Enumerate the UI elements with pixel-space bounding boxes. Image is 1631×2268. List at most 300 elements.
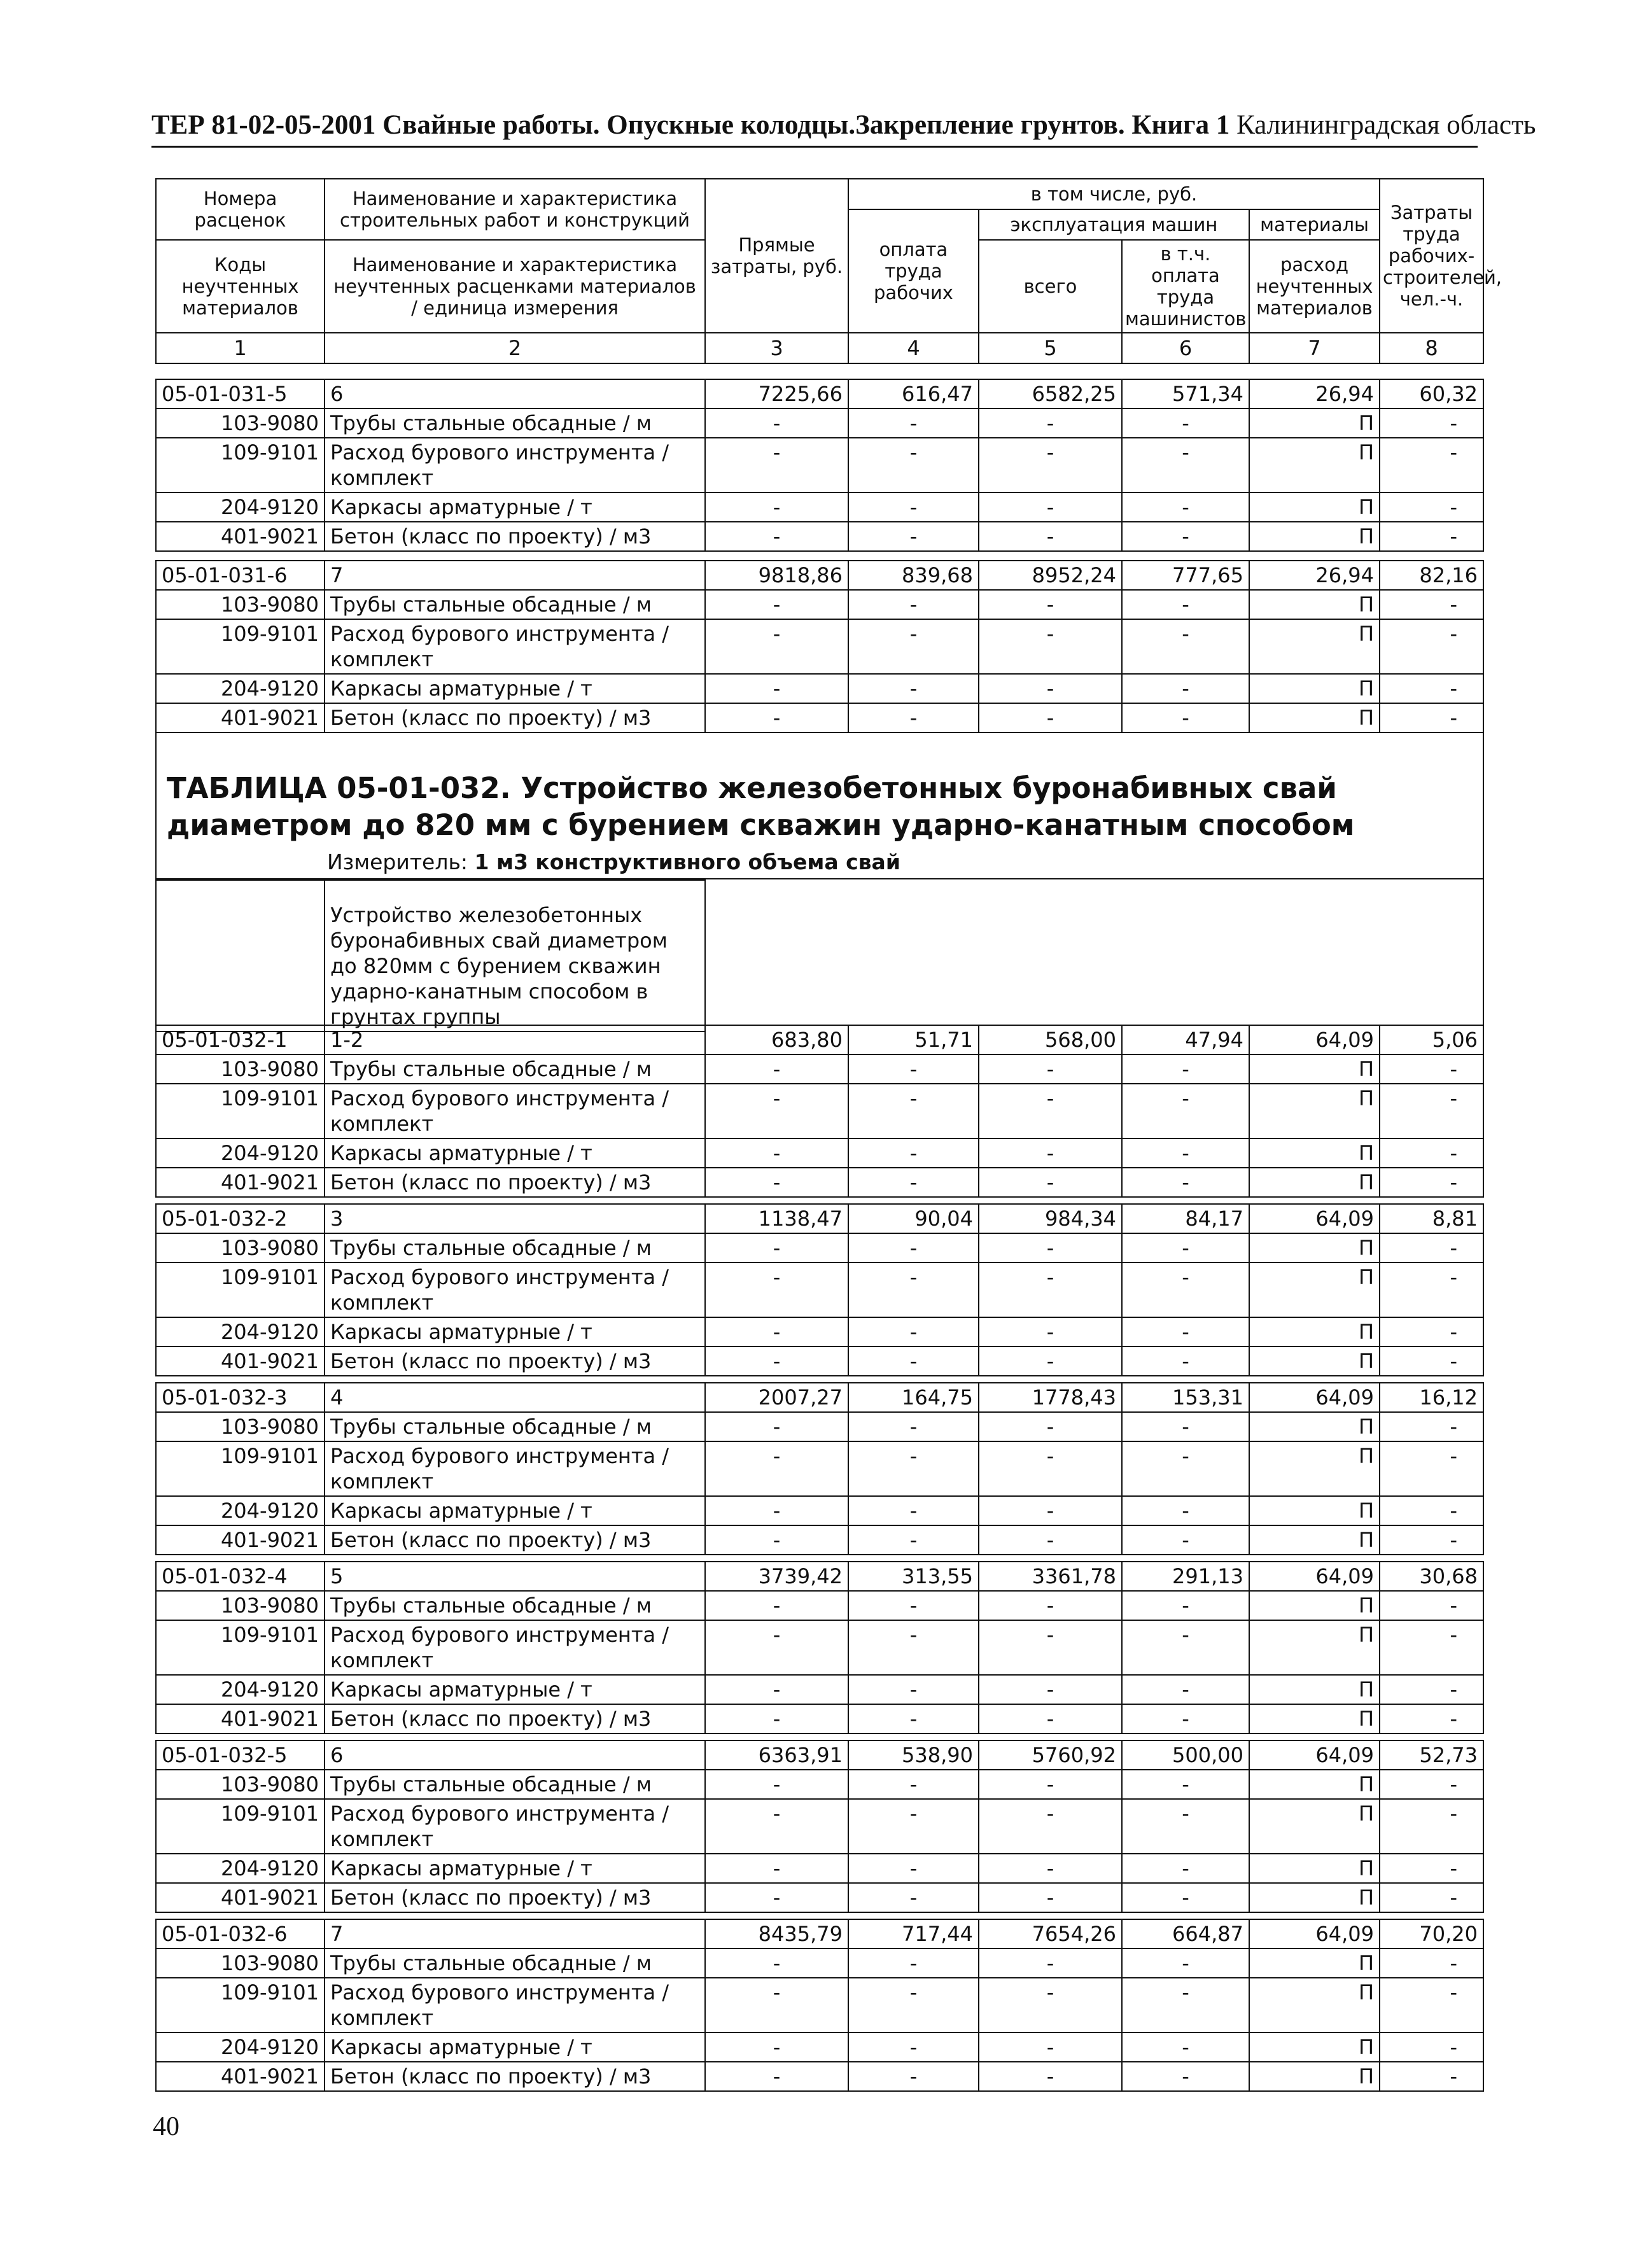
material-code: 109-9101: [156, 1799, 325, 1854]
dash-cell: -: [1380, 1883, 1483, 1912]
unaccounted-mark: П: [1249, 1525, 1380, 1555]
rate-code: 05-01-032-1: [156, 1025, 325, 1054]
dash-cell: -: [705, 1347, 848, 1376]
dash-cell: -: [848, 1317, 979, 1347]
dash-cell: -: [1122, 1168, 1249, 1197]
material-code: 401-9021: [156, 522, 325, 551]
material-code: 401-9021: [156, 1525, 325, 1555]
machine-total-value: 1778,43: [979, 1383, 1122, 1412]
dash-cell: -: [848, 1412, 979, 1441]
dash-cell: -: [979, 1620, 1122, 1675]
dash-cell: -: [705, 2062, 848, 2091]
page-header: [151, 109, 1536, 148]
dash-cell: -: [848, 1263, 979, 1317]
rate-group-table: [155, 1561, 1484, 1734]
rate-row: [156, 1919, 1483, 1949]
col-num: 8: [1380, 333, 1483, 363]
dash-cell: -: [1122, 409, 1249, 438]
material-name: Трубы стальные обсадные / м: [325, 1591, 705, 1620]
machinist-pay-value: 664,87: [1122, 1919, 1249, 1949]
dash-cell: -: [979, 1949, 1122, 1978]
labor-value: 60,32: [1380, 379, 1483, 409]
material-name: Расход бурового инструмента / комплект: [325, 1620, 705, 1675]
dash-cell: -: [1122, 1978, 1249, 2033]
col-num: 1: [156, 333, 325, 363]
dash-cell: -: [848, 438, 979, 493]
rate-row: [156, 1740, 1483, 1770]
material-row: [156, 1854, 1483, 1883]
dash-cell: -: [979, 619, 1122, 674]
material-row: [156, 1168, 1483, 1197]
materials-value: 64,09: [1249, 1740, 1380, 1770]
dash-cell: -: [1122, 1620, 1249, 1675]
worker-pay-value: 616,47: [848, 379, 979, 409]
rate-name: 7: [325, 1919, 705, 1949]
material-code: 103-9080: [156, 1054, 325, 1084]
rate-group-table: [155, 1740, 1484, 1913]
material-row: [156, 438, 1483, 493]
material-name: Трубы стальные обсадные / м: [325, 1054, 705, 1084]
rate-code: 05-01-032-4: [156, 1562, 325, 1591]
dash-cell: -: [1122, 590, 1249, 619]
rate-name: 4: [325, 1383, 705, 1412]
material-row: [156, 1770, 1483, 1799]
dash-cell: -: [1380, 1263, 1483, 1317]
dash-cell: -: [848, 619, 979, 674]
material-row: [156, 1441, 1483, 1496]
dash-cell: -: [979, 1525, 1122, 1555]
dash-cell: -: [1380, 522, 1483, 551]
dash-cell: -: [848, 493, 979, 522]
materials-value: 64,09: [1249, 1919, 1380, 1949]
worker-pay-value: 717,44: [848, 1919, 979, 1949]
material-row: [156, 1496, 1483, 1525]
material-name: Бетон (класс по проекту) / м3: [325, 1525, 705, 1555]
dash-cell: -: [1122, 1233, 1249, 1263]
direct-costs-value: 683,80: [705, 1025, 848, 1054]
unaccounted-mark: П: [1249, 1854, 1380, 1883]
unaccounted-mark: П: [1249, 1084, 1380, 1138]
dash-cell: -: [848, 1799, 979, 1854]
dash-cell: -: [1122, 619, 1249, 674]
dash-cell: -: [705, 1233, 848, 1263]
labor-value: 70,20: [1380, 1919, 1483, 1949]
material-code: 204-9120: [156, 1317, 325, 1347]
direct-costs-value: 2007,27: [705, 1383, 848, 1412]
dash-cell: -: [1122, 2033, 1249, 2062]
dash-cell: -: [1380, 438, 1483, 493]
worker-pay-value: 538,90: [848, 1740, 979, 1770]
dash-cell: -: [705, 619, 848, 674]
material-row: [156, 703, 1483, 732]
dash-cell: -: [979, 1317, 1122, 1347]
col-num: 7: [1249, 333, 1380, 363]
dash-cell: -: [1380, 1496, 1483, 1525]
material-name: Расход бурового инструмента / комплект: [325, 619, 705, 674]
dash-cell: -: [848, 1949, 979, 1978]
dash-cell: -: [848, 1770, 979, 1799]
dash-cell: -: [705, 1591, 848, 1620]
dash-cell: -: [705, 522, 848, 551]
dash-cell: -: [979, 1412, 1122, 1441]
material-code: 204-9120: [156, 1854, 325, 1883]
intro-empty: [979, 880, 1122, 1032]
rate-row: [156, 561, 1483, 590]
dash-cell: -: [1380, 1525, 1483, 1555]
material-row: [156, 1675, 1483, 1704]
material-row: [156, 1591, 1483, 1620]
dash-cell: -: [848, 1675, 979, 1704]
machine-total-value: 7654,26: [979, 1919, 1122, 1949]
dash-cell: -: [1380, 1949, 1483, 1978]
machine-total-value: 3361,78: [979, 1562, 1122, 1591]
material-row: [156, 1084, 1483, 1138]
material-row: [156, 1263, 1483, 1317]
rate-group-table: [155, 379, 1484, 552]
col-num: 2: [325, 333, 705, 363]
material-code: 109-9101: [156, 1084, 325, 1138]
dash-cell: -: [979, 1441, 1122, 1496]
dash-cell: -: [979, 2033, 1122, 2062]
unaccounted-mark: П: [1249, 2062, 1380, 2091]
material-code: 103-9080: [156, 1412, 325, 1441]
materials-value: 64,09: [1249, 1204, 1380, 1233]
dash-cell: -: [1380, 619, 1483, 674]
material-code: 103-9080: [156, 1770, 325, 1799]
worker-pay-value: 90,04: [848, 1204, 979, 1233]
material-code: 103-9080: [156, 1949, 325, 1978]
material-name: Бетон (класс по проекту) / м3: [325, 703, 705, 732]
material-row: [156, 590, 1483, 619]
rate-code: 05-01-031-5: [156, 379, 325, 409]
material-code: 401-9021: [156, 1347, 325, 1376]
col-work-name: Наименование и характеристика строительных работ и конструкций: [325, 179, 705, 240]
column-header-table: [155, 178, 1502, 364]
dash-cell: -: [1122, 1054, 1249, 1084]
dash-cell: -: [979, 1799, 1122, 1854]
intro-table: [155, 879, 1484, 1032]
col-unaccounted-name: Наименование и характеристика неучтенных расценками материалов / единица измерения: [325, 240, 705, 333]
dash-cell: -: [979, 674, 1122, 703]
material-row: [156, 674, 1483, 703]
material-name: Каркасы арматурные / т: [325, 674, 705, 703]
unaccounted-mark: П: [1249, 522, 1380, 551]
dash-cell: -: [705, 1704, 848, 1733]
rate-code: 05-01-031-6: [156, 561, 325, 590]
dash-cell: -: [979, 1675, 1122, 1704]
material-row: [156, 522, 1483, 551]
dash-cell: -: [848, 590, 979, 619]
materials-value: 26,94: [1249, 379, 1380, 409]
material-row: [156, 1347, 1483, 1376]
col-labor-costs: Затраты труда рабочих-строителей, чел.-ч.: [1380, 179, 1483, 333]
unaccounted-mark: П: [1249, 1496, 1380, 1525]
material-name: Бетон (класс по проекту) / м3: [325, 522, 705, 551]
unaccounted-mark: П: [1249, 619, 1380, 674]
dash-cell: -: [1380, 1770, 1483, 1799]
col-including: в том числе, руб.: [848, 179, 1380, 209]
rate-name: 1-2: [325, 1025, 705, 1054]
dash-cell: -: [705, 1620, 848, 1675]
dash-cell: -: [979, 1704, 1122, 1733]
dash-cell: -: [1380, 1347, 1483, 1376]
dash-cell: -: [979, 522, 1122, 551]
dash-cell: -: [979, 493, 1122, 522]
measurer-value: 1 м3 конструктивного объема свай: [474, 850, 900, 874]
direct-costs-value: 1138,47: [705, 1204, 848, 1233]
labor-value: 16,12: [1380, 1383, 1483, 1412]
material-code: 204-9120: [156, 2033, 325, 2062]
unaccounted-mark: П: [1249, 1675, 1380, 1704]
material-row: [156, 1799, 1483, 1854]
rate-row: [156, 1562, 1483, 1591]
table-title: ТАБЛИЦА 05-01-032. Устройство железобетонных буронабивных свай диаметром до 820 мм с бурением скважин ударно-канатным способом: [167, 771, 1355, 842]
col-materials: материалы: [1249, 209, 1380, 240]
material-name: Бетон (класс по проекту) / м3: [325, 2062, 705, 2091]
dash-cell: -: [979, 1496, 1122, 1525]
material-name: Бетон (класс по проекту) / м3: [325, 1883, 705, 1912]
worker-pay-value: 51,71: [848, 1025, 979, 1054]
labor-value: 5,06: [1380, 1025, 1483, 1054]
unaccounted-mark: П: [1249, 1799, 1380, 1854]
dash-cell: -: [979, 438, 1122, 493]
material-name: Каркасы арматурные / т: [325, 493, 705, 522]
dash-cell: -: [1380, 493, 1483, 522]
intro-empty: [1380, 880, 1483, 1032]
material-name: Трубы стальные обсадные / м: [325, 1949, 705, 1978]
dash-cell: -: [848, 1138, 979, 1168]
direct-costs-value: 6363,91: [705, 1740, 848, 1770]
material-code: 109-9101: [156, 438, 325, 493]
dash-cell: -: [1122, 1770, 1249, 1799]
unaccounted-mark: П: [1249, 590, 1380, 619]
material-code: 109-9101: [156, 1441, 325, 1496]
dash-cell: -: [1380, 1620, 1483, 1675]
rate-code: 05-01-032-3: [156, 1383, 325, 1412]
dash-cell: -: [1122, 674, 1249, 703]
dash-cell: -: [1122, 1854, 1249, 1883]
dash-cell: -: [1380, 1412, 1483, 1441]
dash-cell: -: [705, 1799, 848, 1854]
dash-cell: -: [705, 674, 848, 703]
unaccounted-mark: П: [1249, 1704, 1380, 1733]
dash-cell: -: [1380, 590, 1483, 619]
dash-cell: -: [705, 590, 848, 619]
intro-empty: [1249, 880, 1380, 1032]
dash-cell: -: [979, 1263, 1122, 1317]
materials-value: 64,09: [1249, 1383, 1380, 1412]
material-row: [156, 1054, 1483, 1084]
rate-group-table: [155, 1382, 1484, 1555]
dash-cell: -: [979, 2062, 1122, 2091]
rate-group-table: [155, 1025, 1484, 1198]
labor-value: 82,16: [1380, 561, 1483, 590]
dash-cell: -: [1122, 438, 1249, 493]
machinist-pay-value: 47,94: [1122, 1025, 1249, 1054]
dash-cell: -: [1380, 1591, 1483, 1620]
dash-cell: -: [1122, 522, 1249, 551]
dash-cell: -: [1122, 2062, 1249, 2091]
intro-description: Устройство железобетонных буронабивных свай диаметром до 820мм с бурением скважин ударно-канатным способом в грунтах группы: [325, 880, 705, 1032]
unaccounted-mark: П: [1249, 1233, 1380, 1263]
dash-cell: -: [1122, 1704, 1249, 1733]
material-row: [156, 2062, 1483, 2091]
material-name: Каркасы арматурные / т: [325, 1317, 705, 1347]
material-name: Расход бурового инструмента / комплект: [325, 1084, 705, 1138]
rate-name: 6: [325, 1740, 705, 1770]
material-name: Каркасы арматурные / т: [325, 2033, 705, 2062]
dash-cell: -: [1122, 1317, 1249, 1347]
material-name: Трубы стальные обсадные / м: [325, 409, 705, 438]
dash-cell: -: [1122, 1347, 1249, 1376]
material-code: 204-9120: [156, 1138, 325, 1168]
unaccounted-mark: П: [1249, 1883, 1380, 1912]
material-name: Бетон (класс по проекту) / м3: [325, 1704, 705, 1733]
material-code: 401-9021: [156, 703, 325, 732]
material-row: [156, 1412, 1483, 1441]
dash-cell: -: [1380, 1168, 1483, 1197]
dash-cell: -: [848, 674, 979, 703]
material-name: Каркасы арматурные / т: [325, 1138, 705, 1168]
dash-cell: -: [979, 1978, 1122, 2033]
material-row: [156, 1978, 1483, 2033]
machinist-pay-value: 84,17: [1122, 1204, 1249, 1233]
dash-cell: -: [848, 2033, 979, 2062]
dash-cell: -: [979, 1168, 1122, 1197]
dash-cell: -: [1122, 1496, 1249, 1525]
direct-costs-value: 7225,66: [705, 379, 848, 409]
dash-cell: -: [848, 1883, 979, 1912]
unaccounted-mark: П: [1249, 493, 1380, 522]
rate-code: 05-01-032-2: [156, 1204, 325, 1233]
dash-cell: -: [1380, 2062, 1483, 2091]
material-code: 109-9101: [156, 619, 325, 674]
col-num: 6: [1122, 333, 1249, 363]
dash-cell: -: [1380, 1054, 1483, 1084]
material-name: Каркасы арматурные / т: [325, 1854, 705, 1883]
dash-cell: -: [705, 1138, 848, 1168]
material-code: 109-9101: [156, 1263, 325, 1317]
unaccounted-mark: П: [1249, 674, 1380, 703]
intro-code-cell: [156, 880, 325, 1032]
material-name: Расход бурового инструмента / комплект: [325, 1978, 705, 2033]
machinist-pay-value: 571,34: [1122, 379, 1249, 409]
dash-cell: -: [848, 1233, 979, 1263]
material-code: 401-9021: [156, 1883, 325, 1912]
dash-cell: -: [1122, 1799, 1249, 1854]
material-code: 401-9021: [156, 2062, 325, 2091]
material-row: [156, 1620, 1483, 1675]
unaccounted-mark: П: [1249, 409, 1380, 438]
dash-cell: -: [705, 1883, 848, 1912]
material-row: [156, 409, 1483, 438]
page-number: 40: [153, 2112, 179, 2141]
region-label: Калининградская область: [1236, 110, 1536, 140]
rate-group-table: [155, 560, 1484, 733]
dash-cell: -: [1380, 1317, 1483, 1347]
dash-cell: -: [1122, 1949, 1249, 1978]
dash-cell: -: [1122, 1591, 1249, 1620]
dash-cell: -: [979, 590, 1122, 619]
dash-cell: -: [705, 1054, 848, 1084]
dash-cell: -: [705, 1978, 848, 2033]
dash-cell: -: [848, 1525, 979, 1555]
material-row: [156, 493, 1483, 522]
dash-cell: -: [979, 1770, 1122, 1799]
material-row: [156, 1949, 1483, 1978]
dash-cell: -: [705, 1084, 848, 1138]
rate-name: 6: [325, 379, 705, 409]
machinist-pay-value: 291,13: [1122, 1562, 1249, 1591]
material-code: 109-9101: [156, 1978, 325, 2033]
machine-total-value: 5760,92: [979, 1740, 1122, 1770]
machinist-pay-value: 500,00: [1122, 1740, 1249, 1770]
material-code: 103-9080: [156, 1233, 325, 1263]
dash-cell: -: [1380, 1978, 1483, 2033]
material-name: Расход бурового инструмента / комплект: [325, 1441, 705, 1496]
material-name: Бетон (класс по проекту) / м3: [325, 1347, 705, 1376]
document-title: ТЕР 81-02-05-2001 Свайные работы. Опускные колодцы.Закрепление грунтов. Книга 1: [151, 110, 1230, 140]
dash-cell: -: [979, 1054, 1122, 1084]
rate-name: 5: [325, 1562, 705, 1591]
dash-cell: -: [1380, 1704, 1483, 1733]
col-num: 5: [979, 333, 1122, 363]
table-border-right: [1483, 731, 1484, 883]
unaccounted-mark: П: [1249, 1770, 1380, 1799]
col-worker-pay: оплата труда рабочих: [848, 209, 979, 333]
dash-cell: -: [848, 522, 979, 551]
material-name: Расход бурового инструмента / комплект: [325, 1799, 705, 1854]
dash-cell: -: [1380, 1138, 1483, 1168]
material-row: [156, 1883, 1483, 1912]
rate-code: 05-01-032-6: [156, 1919, 325, 1949]
dash-cell: -: [1380, 674, 1483, 703]
dash-cell: -: [705, 1441, 848, 1496]
dash-cell: -: [979, 409, 1122, 438]
dash-cell: -: [705, 703, 848, 732]
dash-cell: -: [705, 1525, 848, 1555]
unaccounted-mark: П: [1249, 438, 1380, 493]
dash-cell: -: [705, 409, 848, 438]
unaccounted-mark: П: [1249, 1317, 1380, 1347]
unaccounted-mark: П: [1249, 1347, 1380, 1376]
direct-costs-value: 8435,79: [705, 1919, 848, 1949]
dash-cell: -: [1380, 1854, 1483, 1883]
intro-empty: [705, 880, 848, 1032]
rate-row: [156, 379, 1483, 409]
col-machinist-pay: в т.ч. оплата труда машинистов: [1122, 240, 1249, 333]
rate-row: [156, 1204, 1483, 1233]
measurer: [327, 850, 900, 874]
dash-cell: -: [1122, 703, 1249, 732]
unaccounted-mark: П: [1249, 1054, 1380, 1084]
unaccounted-mark: П: [1249, 1978, 1380, 2033]
machine-total-value: 8952,24: [979, 561, 1122, 590]
unaccounted-mark: П: [1249, 1412, 1380, 1441]
rate-name: 7: [325, 561, 705, 590]
materials-value: 26,94: [1249, 561, 1380, 590]
material-name: Трубы стальные обсадные / м: [325, 590, 705, 619]
machinist-pay-value: 777,65: [1122, 561, 1249, 590]
dash-cell: -: [848, 1704, 979, 1733]
dash-cell: -: [1122, 1675, 1249, 1704]
dash-cell: -: [1380, 1441, 1483, 1496]
col-unaccounted-codes: Коды неучтенных материалов: [156, 240, 325, 333]
machine-total-value: 568,00: [979, 1025, 1122, 1054]
unaccounted-mark: П: [1249, 703, 1380, 732]
dash-cell: -: [979, 1883, 1122, 1912]
dash-cell: -: [848, 1854, 979, 1883]
